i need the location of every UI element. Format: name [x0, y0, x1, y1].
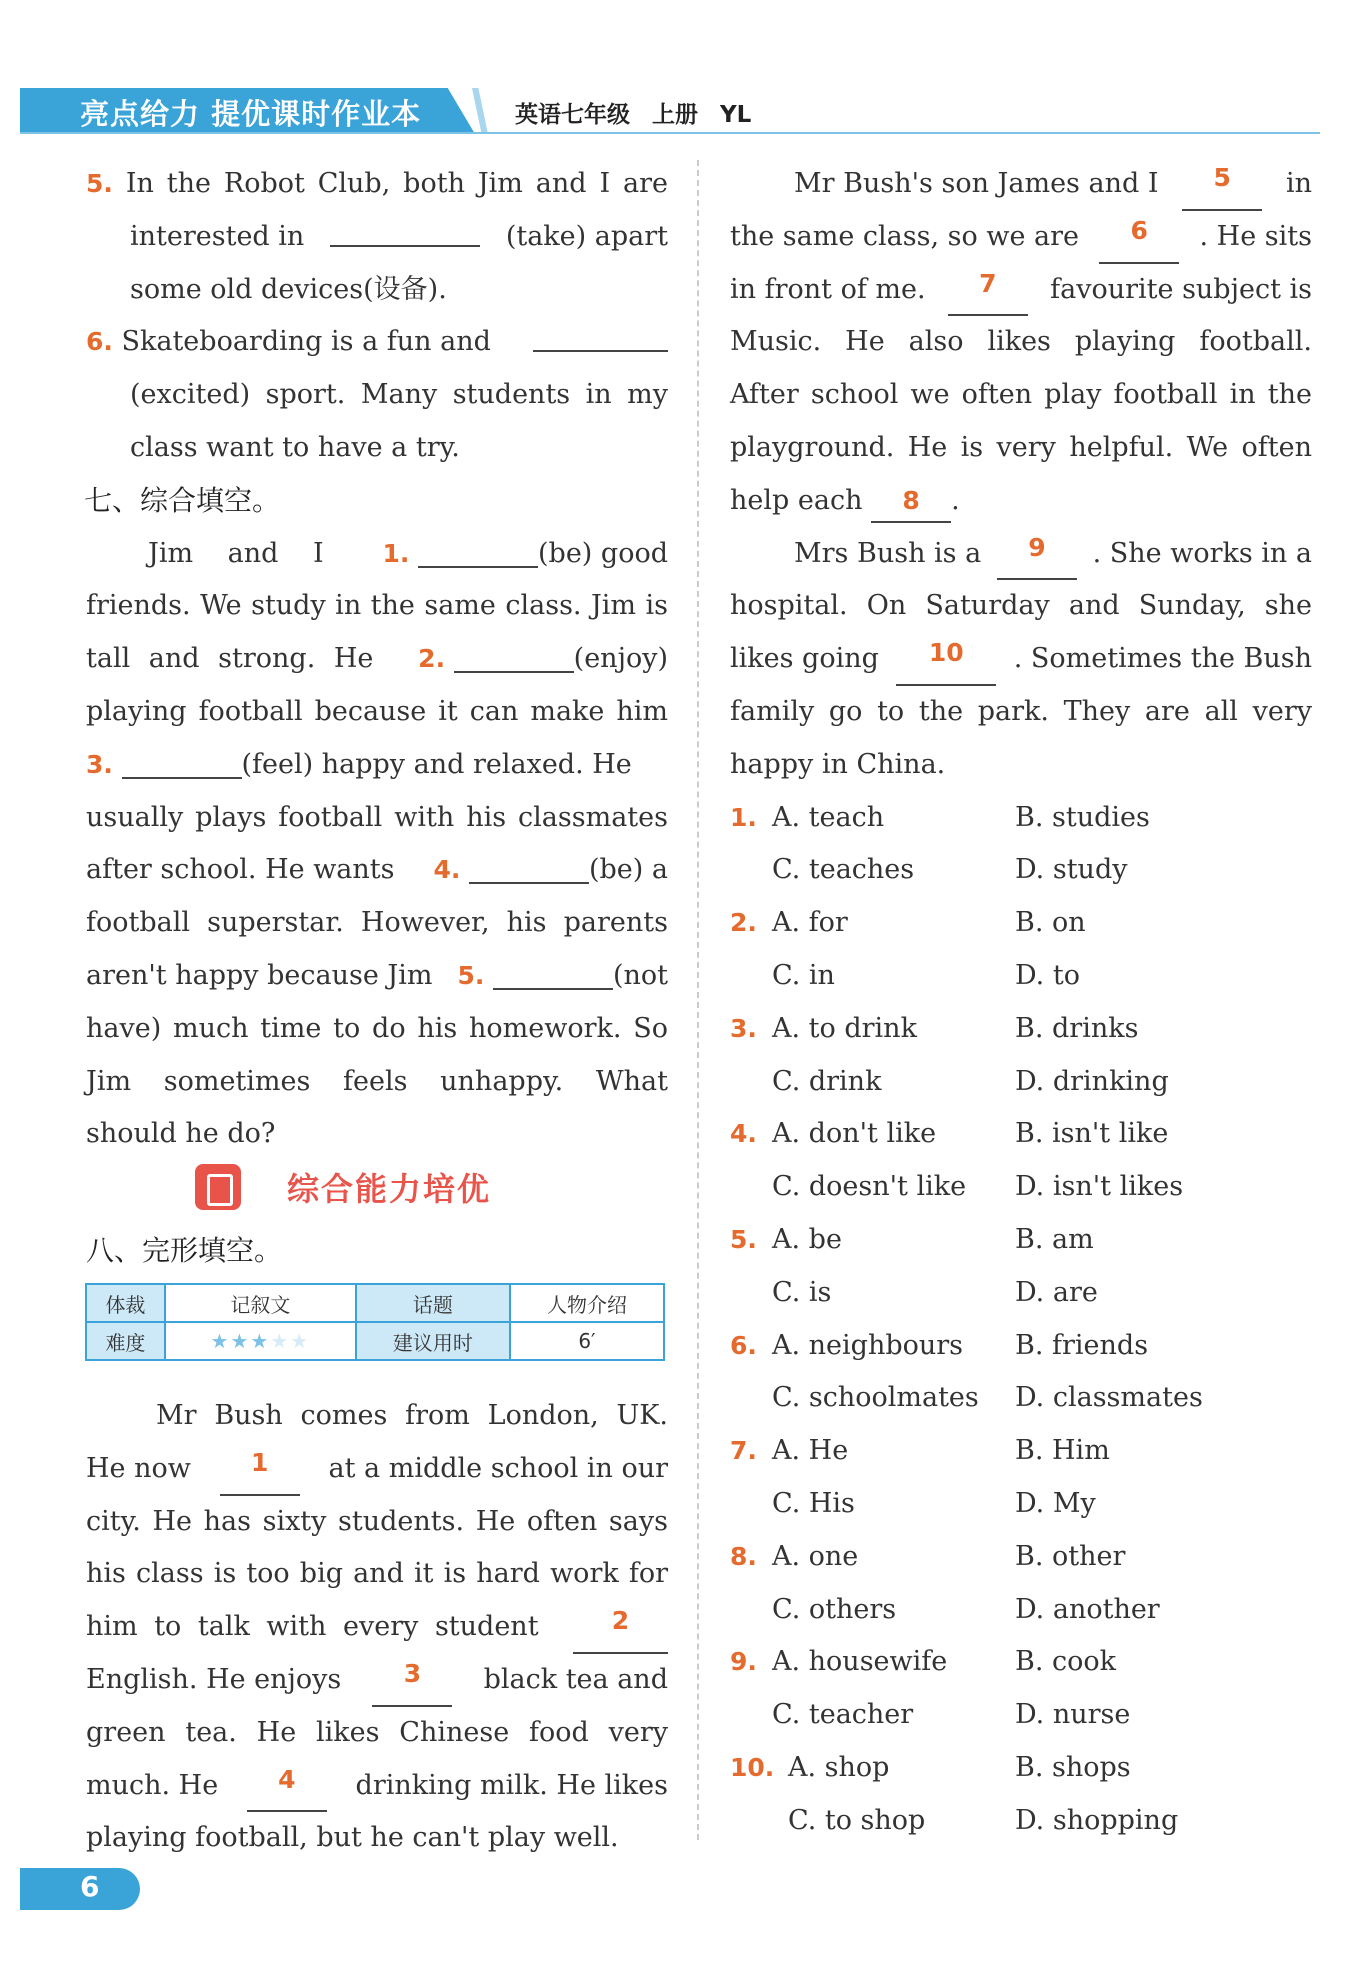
p7-blank2-number: 2.: [418, 644, 446, 674]
option-b[interactable]: B. Him: [1015, 1435, 1110, 1467]
option-row: [730, 1584, 1312, 1637]
section-7-title: 七、综合填空。: [84, 483, 281, 517]
option-a[interactable]: A. to drink: [772, 1012, 917, 1044]
option-row: [730, 1795, 1312, 1848]
cloze-line7: green tea. He likes Chinese food very: [86, 1716, 668, 1748]
option-b[interactable]: B. isn't like: [1015, 1118, 1169, 1150]
option-c[interactable]: C. doesn't like: [772, 1171, 967, 1203]
option-c[interactable]: C. others: [772, 1593, 897, 1625]
q6-text1: Skateboarding is a fun and: [121, 326, 491, 358]
q6-number: 6.: [86, 327, 113, 357]
option-row: [730, 1636, 1312, 1689]
p7-blank5[interactable]: [493, 954, 613, 990]
genre-value: 记叙文: [165, 1284, 356, 1322]
p7-line3: [86, 633, 668, 686]
cloze-text6a: English. He enjoys: [86, 1663, 342, 1695]
option-b[interactable]: B. studies: [1015, 801, 1150, 833]
option-c[interactable]: C. to shop: [788, 1804, 926, 1836]
banner-title: 综合能力培优: [287, 1170, 492, 1208]
book-subtitle: 英语七年级 上册 YL: [515, 102, 752, 128]
cloze-line4: his class is too big and it is hard work for: [86, 1558, 668, 1590]
option-a[interactable]: A. neighbours: [772, 1329, 964, 1361]
option-question-number: 3.: [730, 1013, 757, 1043]
section-8-title: 八、完形填空。: [86, 1234, 283, 1267]
r-line12: happy in China.: [730, 748, 946, 780]
p7-blank3[interactable]: [122, 743, 242, 779]
option-a[interactable]: A. He: [772, 1435, 849, 1467]
option-c[interactable]: C. is: [772, 1276, 832, 1308]
cloze-blank-3[interactable]: 3: [372, 1654, 452, 1707]
option-row: [730, 1425, 1312, 1478]
p7-line10: have) much time to do his homework. So: [86, 1012, 668, 1044]
trophy-icon: [195, 1164, 241, 1210]
option-d[interactable]: D. nurse: [1015, 1699, 1131, 1731]
q5-text2a: interested in: [130, 220, 305, 252]
r-line10: [730, 633, 1312, 686]
option-row: [730, 1742, 1312, 1795]
option-b[interactable]: B. drinks: [1015, 1012, 1139, 1044]
page-number: 6: [80, 1870, 100, 1903]
option-d[interactable]: D. another: [1015, 1593, 1160, 1625]
p7-text5b: (feel) happy and relaxed. He: [241, 748, 632, 780]
r-line1: [730, 158, 1312, 211]
time-value: 6′: [510, 1322, 664, 1360]
option-b[interactable]: B. shops: [1015, 1751, 1131, 1783]
option-row: [730, 1531, 1312, 1584]
cloze-blank-1[interactable]: 1: [220, 1443, 300, 1496]
cloze-blank-2[interactable]: 2: [573, 1601, 668, 1654]
option-row: [730, 1161, 1312, 1214]
cloze-blank-5[interactable]: 5: [1182, 158, 1262, 211]
cloze-blank-6[interactable]: 6: [1099, 211, 1179, 264]
r-text2a: the same class, so we are: [730, 220, 1079, 252]
difficulty-label: 难度: [86, 1322, 165, 1360]
option-d[interactable]: D. to: [1015, 959, 1080, 991]
q5-line1: [86, 158, 668, 211]
cloze-text6b: black tea and: [483, 1663, 668, 1695]
option-a[interactable]: A. be: [772, 1223, 842, 1255]
difficulty-stars: [165, 1322, 356, 1360]
q5-text3: some old devices(设备).: [130, 273, 447, 305]
r-line8: [730, 528, 1312, 581]
option-row: [730, 897, 1312, 950]
option-row: [730, 1056, 1312, 1109]
option-c[interactable]: C. schoolmates: [772, 1382, 979, 1414]
q5-text1: In the Robot Club, both Jim and I are: [125, 168, 668, 199]
p7-line4: playing football because it can make him: [86, 695, 668, 727]
cloze-blank-10[interactable]: 10: [896, 633, 996, 686]
option-d[interactable]: D. are: [1015, 1276, 1098, 1308]
r-line11: family go to the park. They are all very: [730, 695, 1312, 727]
header-band-accent: [472, 88, 488, 134]
difficulty-stars-on: ★★★: [210, 1329, 271, 1353]
option-a[interactable]: A. teach: [772, 801, 885, 833]
r-line6: playground. He is very helpful. We often: [730, 431, 1312, 463]
option-b[interactable]: B. cook: [1015, 1646, 1116, 1678]
p7-line2: friends. We study in the same class. Jim is: [86, 590, 668, 622]
cloze-text5a: him to talk with every student: [86, 1611, 539, 1643]
option-c[interactable]: C. in: [772, 959, 835, 991]
option-row: [730, 844, 1312, 897]
p7-text1a: Jim and I: [148, 537, 324, 569]
option-d[interactable]: D. shopping: [1015, 1804, 1179, 1836]
p7-line8: football superstar. However, his parents: [86, 907, 668, 939]
q6-line1: [86, 316, 668, 369]
option-d[interactable]: D. isn't likes: [1015, 1171, 1184, 1203]
r-line2: [730, 211, 1312, 264]
q6-text2: (excited) sport. Many students in my: [130, 379, 668, 411]
option-row: [730, 950, 1312, 1003]
option-a[interactable]: A. don't like: [772, 1118, 937, 1150]
p7-blank1-number: 1.: [382, 538, 410, 568]
q6-line3: [86, 422, 668, 475]
cloze-line6: [86, 1654, 668, 1707]
option-question-number: 5.: [730, 1224, 757, 1254]
r-line4: Music. He also likes playing football.: [730, 326, 1312, 358]
r-text10b: . Sometimes the Bush: [1013, 643, 1312, 675]
topic-label: 话题: [356, 1284, 510, 1322]
cloze-line9: playing football, but he can't play well.: [86, 1822, 619, 1854]
option-row: [730, 1108, 1312, 1161]
r-text1a: Mr Bush's son James and I: [794, 168, 1159, 199]
cloze-line5: [86, 1601, 668, 1654]
header-rule: [20, 132, 1320, 134]
option-row: [730, 1003, 1312, 1056]
option-question-number: 2.: [730, 908, 757, 938]
right-column: [730, 158, 1312, 1848]
p7-text9a: aren't happy because Jim: [86, 959, 433, 991]
r-text8b: . She works in a: [1092, 537, 1312, 569]
column-divider: [697, 160, 699, 1840]
p7-text3b: (enjoy): [573, 643, 668, 675]
option-question-number: 6.: [730, 1330, 757, 1360]
p7-text1b: (be) good: [538, 537, 668, 569]
answer-options: [730, 792, 1312, 1848]
q5-line3: [86, 264, 668, 317]
q6-text3: class want to have a try.: [130, 431, 460, 463]
cloze-text2b: at a middle school in our: [328, 1452, 668, 1484]
option-row: [730, 1372, 1312, 1425]
option-c[interactable]: C. His: [772, 1487, 855, 1519]
option-c[interactable]: C. teaches: [772, 854, 915, 886]
option-b[interactable]: B. other: [1015, 1540, 1126, 1572]
r-text3b: favourite subject is: [1050, 273, 1312, 305]
option-a[interactable]: A. shop: [788, 1751, 890, 1783]
r-text10a: likes going: [730, 643, 879, 675]
q5-answer-blank[interactable]: [330, 211, 480, 247]
r-text2b: . He sits: [1199, 220, 1312, 252]
p7-line9: [86, 950, 668, 1003]
p7-text3a: tall and strong. He: [86, 643, 374, 675]
option-c[interactable]: C. drink: [772, 1065, 882, 1097]
p7-text7b: (be) a: [588, 854, 668, 886]
p7-line12: should he do?: [86, 1118, 276, 1150]
passage-info-table: [85, 1283, 665, 1361]
q6-answer-blank[interactable]: [533, 316, 668, 352]
option-question-number: 1.: [730, 802, 757, 832]
option-a[interactable]: A. one: [772, 1540, 859, 1572]
r-line7: [730, 475, 1312, 528]
q5-number: 5.: [86, 169, 113, 198]
p7-line1: [86, 528, 668, 581]
p7-blank2[interactable]: [454, 637, 574, 673]
book-title: 亮点给力 提优课时作业本: [80, 97, 422, 131]
p7-line7: [86, 844, 668, 897]
genre-label: 体裁: [86, 1284, 165, 1322]
r-text7b: .: [951, 484, 960, 516]
option-question-number: 9.: [730, 1647, 757, 1677]
option-b[interactable]: B. am: [1015, 1223, 1094, 1255]
cloze-blank-7[interactable]: 7: [948, 264, 1028, 317]
option-row: [730, 1214, 1312, 1267]
option-a[interactable]: A. for: [772, 907, 848, 939]
q5-text2b: (take) apart: [505, 220, 668, 252]
r-line5: After school we often play football in the: [730, 379, 1312, 411]
topic-value: 人物介绍: [510, 1284, 664, 1322]
left-column: [86, 158, 668, 1161]
r-text3a: in front of me.: [730, 273, 926, 305]
option-d[interactable]: D. classmates: [1015, 1382, 1203, 1414]
cloze-text8a: much. He: [86, 1769, 219, 1801]
p7-blank4-number: 4.: [433, 855, 461, 885]
cloze-text2a: He now: [86, 1452, 191, 1484]
option-row: [730, 1478, 1312, 1531]
r-line3: [730, 264, 1312, 317]
option-question-number: 7.: [730, 1436, 757, 1466]
r-line9: hospital. On Saturday and Sunday, she: [730, 590, 1312, 622]
option-row: [730, 1320, 1312, 1373]
option-b[interactable]: B. on: [1015, 907, 1086, 939]
cloze-blank-9[interactable]: 9: [997, 528, 1077, 581]
p7-blank4[interactable]: [469, 848, 589, 884]
cloze-line3: city. He has sixty students. He often says: [86, 1505, 668, 1537]
p7-text7a: after school. He wants: [86, 854, 395, 886]
cloze-text8b: drinking milk. He likes: [355, 1769, 668, 1801]
cloze-line8: [86, 1760, 668, 1813]
cloze-text1: Mr Bush comes from London, UK.: [156, 1400, 668, 1431]
option-b[interactable]: B. friends: [1015, 1329, 1149, 1361]
p7-blank3-number: 3.: [86, 749, 113, 779]
p7-text9b: (not: [612, 959, 668, 991]
option-d[interactable]: D. drinking: [1015, 1065, 1169, 1097]
difficulty-stars-off: ★★: [270, 1329, 311, 1353]
p7-line5: [86, 739, 668, 792]
cloze-line2: [86, 1443, 668, 1496]
cloze-blank-4[interactable]: 4: [247, 1760, 327, 1813]
p7-blank5-number: 5.: [457, 960, 485, 990]
r-text1b: in: [1285, 168, 1312, 199]
option-row: [730, 1689, 1312, 1742]
p7-blank1[interactable]: [418, 532, 538, 568]
option-question-number: 10.: [730, 1752, 775, 1782]
p7-line11: Jim sometimes feels unhappy. What: [86, 1065, 668, 1097]
r-text7a: help each: [730, 484, 863, 516]
option-question-number: 4.: [730, 1119, 757, 1149]
p7-line6: usually plays football with his classmates: [86, 801, 668, 833]
q5-line2: [86, 211, 668, 264]
r-text8a: Mrs Bush is a: [794, 537, 982, 569]
option-row: [730, 792, 1312, 845]
cloze-line1: [86, 1390, 668, 1443]
option-d[interactable]: D. My: [1015, 1487, 1096, 1519]
option-a[interactable]: A. housewife: [772, 1646, 948, 1678]
time-label: 建议用时: [356, 1322, 510, 1360]
option-d[interactable]: D. study: [1015, 854, 1128, 886]
option-c[interactable]: C. teacher: [772, 1699, 914, 1731]
cloze-passage-left: [86, 1390, 668, 1865]
q6-line2: [86, 369, 668, 422]
option-question-number: 8.: [730, 1541, 757, 1571]
cloze-blank-8[interactable]: 8: [871, 481, 951, 523]
option-row: [730, 1267, 1312, 1320]
